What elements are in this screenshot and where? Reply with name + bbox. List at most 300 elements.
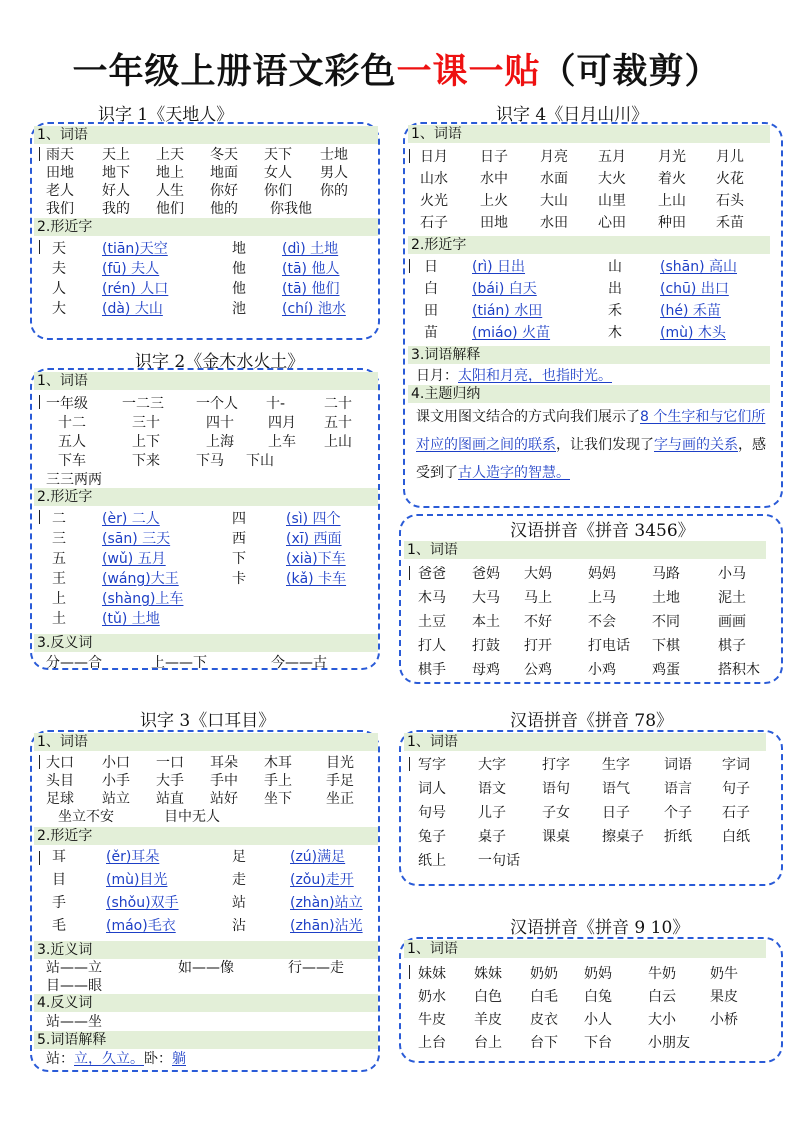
pinyin-word: (dà) 大山 bbox=[102, 301, 163, 317]
word: 五人 bbox=[58, 434, 86, 450]
word: 课桌 bbox=[542, 829, 570, 845]
word: 地面 bbox=[210, 165, 238, 181]
character: 池 bbox=[232, 301, 246, 317]
word: 妈妈 bbox=[588, 566, 616, 582]
word: 打开 bbox=[524, 638, 552, 654]
word: 头目 bbox=[46, 773, 74, 789]
word: 词语 bbox=[664, 757, 692, 773]
word: 小人 bbox=[584, 1012, 612, 1028]
word: 上马 bbox=[588, 590, 616, 606]
text-bar bbox=[409, 259, 410, 273]
antonym-row: 站——坐 bbox=[46, 1014, 102, 1030]
similar-char-row bbox=[424, 322, 770, 344]
word: 折纸 bbox=[664, 829, 692, 845]
word: 二十 bbox=[324, 396, 352, 412]
word: 男人 bbox=[320, 165, 348, 181]
heading-theme-summary: 4.主题归纳 bbox=[408, 385, 770, 403]
word: 奶妈 bbox=[584, 966, 612, 982]
word: 打电话 bbox=[588, 638, 630, 654]
character: 山 bbox=[608, 259, 622, 275]
pinyin-word: (wáng)大王 bbox=[102, 571, 179, 587]
heading-similar-chars: 2.形近字 bbox=[34, 488, 378, 506]
word: 奶水 bbox=[418, 989, 446, 1005]
synonym-row-2: 目——眼 bbox=[46, 978, 102, 994]
word: 三十 bbox=[132, 415, 160, 431]
word: 爸妈 bbox=[472, 566, 500, 582]
word: 火光 bbox=[420, 193, 448, 209]
word: 个子 bbox=[664, 805, 692, 821]
pinyin-word: (zǒu)走开 bbox=[290, 872, 354, 888]
character: 手 bbox=[52, 895, 66, 911]
word: 大字 bbox=[478, 757, 506, 773]
word: 皮衣 bbox=[530, 1012, 558, 1028]
heading-synonyms: 3.近义词 bbox=[34, 941, 378, 959]
word: 手上 bbox=[264, 773, 292, 789]
similar-char-row bbox=[52, 548, 378, 570]
word: 奶牛 bbox=[710, 966, 738, 982]
word: 字词 bbox=[722, 757, 750, 773]
word: 语句 bbox=[542, 781, 570, 797]
word: 马上 bbox=[524, 590, 552, 606]
character: 下 bbox=[232, 551, 246, 567]
word: 土地 bbox=[652, 590, 680, 606]
pinyin-word: (shàng)上车 bbox=[102, 591, 184, 607]
similar-char-row bbox=[424, 278, 770, 300]
word: 语言 bbox=[664, 781, 692, 797]
word: 老人 bbox=[46, 183, 74, 199]
word: 一二三 bbox=[122, 396, 164, 412]
word: 泥土 bbox=[718, 590, 746, 606]
word-row bbox=[420, 190, 770, 212]
word-explain-row: 站：立，久立。卧：躺 bbox=[46, 1051, 186, 1067]
word-row bbox=[418, 1032, 778, 1054]
similar-char-row bbox=[52, 298, 378, 320]
character: 地 bbox=[232, 241, 246, 257]
word: 奶奶 bbox=[530, 966, 558, 982]
section-title-shizi-3: 识字 3《口耳目》 bbox=[140, 711, 276, 731]
word: 牛皮 bbox=[418, 1012, 446, 1028]
section-title-shizi-1: 识字 1《天地人》 bbox=[98, 105, 234, 125]
word-explain-row: 日月：太阳和月亮，也指时光。 bbox=[416, 368, 612, 384]
word: 天下 bbox=[264, 147, 292, 163]
word: 大手 bbox=[156, 773, 184, 789]
word: 火花 bbox=[716, 171, 744, 187]
heading-words: 1、词语 bbox=[404, 541, 766, 559]
pinyin-word: (rì) 日出 bbox=[472, 259, 526, 275]
heading-words: 1、词语 bbox=[34, 733, 378, 751]
similar-char-row bbox=[52, 588, 378, 610]
word: 人生 bbox=[156, 183, 184, 199]
character: 目 bbox=[52, 872, 66, 888]
word: 语文 bbox=[478, 781, 506, 797]
word: 三三两两 bbox=[46, 472, 102, 488]
highlighted-phrase: 古人造字的智慧 bbox=[458, 465, 556, 481]
word: 不好 bbox=[524, 614, 552, 630]
similar-char-row bbox=[52, 608, 378, 630]
highlighted-phrase: 8 个生字和与它们所对应的图画之间的联系 bbox=[416, 409, 766, 453]
word: 耳朵 bbox=[210, 755, 238, 771]
word: 白纸 bbox=[722, 829, 750, 845]
word: 句子 bbox=[722, 781, 750, 797]
word: 着火 bbox=[658, 171, 686, 187]
word: 地上 bbox=[156, 165, 184, 181]
word: 木马 bbox=[418, 590, 446, 606]
word: 五月 bbox=[598, 149, 626, 165]
word: 十- bbox=[266, 396, 286, 412]
word: 台下 bbox=[530, 1035, 558, 1051]
similar-char-row bbox=[52, 892, 378, 914]
summary-text: ，让我们发现了 bbox=[556, 437, 654, 453]
word: 手中 bbox=[210, 773, 238, 789]
word: 白兔 bbox=[584, 989, 612, 1005]
similar-char-row bbox=[52, 528, 378, 550]
word: 搭积木 bbox=[718, 662, 760, 678]
similar-char-row bbox=[52, 846, 378, 868]
word: 大火 bbox=[598, 171, 626, 187]
character: 走 bbox=[232, 872, 246, 888]
word: 天上 bbox=[102, 147, 130, 163]
character: 大 bbox=[52, 301, 66, 317]
word: 大马 bbox=[472, 590, 500, 606]
word: 日子 bbox=[480, 149, 508, 165]
word: 心田 bbox=[598, 215, 626, 231]
word: 桌子 bbox=[478, 829, 506, 845]
word: 大山 bbox=[540, 193, 568, 209]
word: 石子 bbox=[722, 805, 750, 821]
word: 四月 bbox=[268, 415, 296, 431]
summary-text: 课文用图文结合的方式向我们展示了 bbox=[416, 409, 640, 425]
word: 母鸡 bbox=[472, 662, 500, 678]
word: 上火 bbox=[480, 193, 508, 209]
word: 你们 bbox=[264, 183, 292, 199]
word: 词人 bbox=[418, 781, 446, 797]
word: 小桥 bbox=[710, 1012, 738, 1028]
word: 地下 bbox=[102, 165, 130, 181]
character: 毛 bbox=[52, 918, 66, 934]
heading-similar-chars: 2.形近字 bbox=[408, 236, 770, 254]
word: 他的 bbox=[210, 201, 238, 217]
word: 上台 bbox=[418, 1035, 446, 1051]
character: 夫 bbox=[52, 261, 66, 277]
word: 下棋 bbox=[652, 638, 680, 654]
heading-similar-chars: 2.形近字 bbox=[34, 218, 378, 236]
character: 二 bbox=[52, 511, 66, 527]
word: 下山 bbox=[246, 453, 274, 469]
character: 木 bbox=[608, 325, 622, 341]
word: 写字 bbox=[418, 757, 446, 773]
antonym-row: 分——合 上——下 今——古 bbox=[46, 655, 327, 671]
word: 十二 bbox=[58, 415, 86, 431]
heading-words: 1、词语 bbox=[408, 125, 770, 143]
character: 人 bbox=[52, 281, 66, 297]
heading-word-explain: 3.词语解释 bbox=[408, 346, 770, 364]
word-row bbox=[418, 963, 778, 985]
section-title-pinyin-3456: 汉语拼音《拼音 3456》 bbox=[510, 521, 695, 541]
word: 木耳 bbox=[264, 755, 292, 771]
character: 五 bbox=[52, 551, 66, 567]
character: 出 bbox=[608, 281, 622, 297]
word: 爸爸 bbox=[418, 566, 446, 582]
pinyin-word: (zhàn)站立 bbox=[290, 895, 363, 911]
pinyin-word: (dì) 土地 bbox=[282, 241, 339, 257]
word: 打字 bbox=[542, 757, 570, 773]
section-title-pinyin-78: 汉语拼音《拼音 78》 bbox=[510, 711, 674, 731]
heading-antonyms: 4.反义词 bbox=[34, 994, 378, 1012]
pinyin-word: (èr) 二人 bbox=[102, 511, 160, 527]
character: 他 bbox=[232, 281, 246, 297]
pinyin-word: (zú)满足 bbox=[290, 849, 346, 865]
word: 禾苗 bbox=[716, 215, 744, 231]
word: 水中 bbox=[480, 171, 508, 187]
pinyin-word: (miáo) 火苗 bbox=[472, 325, 551, 341]
word: 画画 bbox=[718, 614, 746, 630]
word: 羊皮 bbox=[474, 1012, 502, 1028]
similar-char-row bbox=[424, 256, 770, 278]
word: 一年级 bbox=[46, 396, 88, 412]
character: 土 bbox=[52, 611, 66, 627]
text-bar bbox=[39, 851, 40, 865]
word: 不会 bbox=[588, 614, 616, 630]
heading-antonyms: 3.反义词 bbox=[34, 634, 378, 652]
heading-word-explain: 5.词语解释 bbox=[34, 1031, 378, 1049]
pinyin-word: (chí) 池水 bbox=[282, 301, 346, 317]
word: 坐下 bbox=[264, 791, 292, 807]
title-red: 一课一贴 bbox=[396, 51, 541, 92]
word: 士地 bbox=[320, 147, 348, 163]
word: 水田 bbox=[540, 215, 568, 231]
word: 本土 bbox=[472, 614, 500, 630]
word: 站立 bbox=[102, 791, 130, 807]
similar-char-row bbox=[52, 258, 378, 280]
pinyin-word: (tā) 他人 bbox=[282, 261, 340, 277]
character: 上 bbox=[52, 591, 66, 607]
word: 五十 bbox=[324, 415, 352, 431]
word: 下车 bbox=[58, 453, 86, 469]
text-bar bbox=[409, 965, 410, 979]
word-row bbox=[420, 146, 770, 168]
word: 你的 bbox=[320, 183, 348, 199]
word: 上下 bbox=[132, 434, 160, 450]
word: 种田 bbox=[658, 215, 686, 231]
pinyin-word: (chū) 出口 bbox=[660, 281, 729, 297]
word: 牛奶 bbox=[648, 966, 676, 982]
text-bar bbox=[409, 149, 410, 163]
word: 大妈 bbox=[524, 566, 552, 582]
word-row bbox=[418, 611, 778, 633]
word: 一口 bbox=[156, 755, 184, 771]
word: 手足 bbox=[326, 773, 354, 789]
word-row bbox=[418, 826, 778, 848]
word: 句号 bbox=[418, 805, 446, 821]
similar-char-row bbox=[52, 915, 378, 937]
character: 沾 bbox=[232, 918, 246, 934]
word-row bbox=[46, 198, 376, 220]
word: 上车 bbox=[268, 434, 296, 450]
word: 下来 bbox=[132, 453, 160, 469]
text-bar bbox=[39, 755, 40, 769]
character: 四 bbox=[232, 511, 246, 527]
pinyin-word: (fū) 夫人 bbox=[102, 261, 160, 277]
word: 日月 bbox=[420, 149, 448, 165]
word: 女人 bbox=[264, 165, 292, 181]
word-row bbox=[418, 1009, 778, 1031]
pinyin-word: (wǔ) 五月 bbox=[102, 551, 166, 567]
character: 三 bbox=[52, 531, 66, 547]
word: 小手 bbox=[102, 773, 130, 789]
word: 雨天 bbox=[46, 147, 74, 163]
word-row bbox=[46, 806, 376, 828]
word: 你好 bbox=[210, 183, 238, 199]
word: 上天 bbox=[156, 147, 184, 163]
pinyin-word: (tiān)天空 bbox=[102, 241, 168, 257]
word: 石头 bbox=[716, 193, 744, 209]
word: 坐正 bbox=[326, 791, 354, 807]
similar-char-row bbox=[52, 869, 378, 891]
character: 天 bbox=[52, 241, 66, 257]
word: 大口 bbox=[46, 755, 74, 771]
word: 白云 bbox=[648, 989, 676, 1005]
page-title bbox=[0, 44, 793, 94]
word: 月儿 bbox=[716, 149, 744, 165]
word: 站直 bbox=[156, 791, 184, 807]
pinyin-word: (xī) 西面 bbox=[286, 531, 342, 547]
text-bar bbox=[39, 147, 40, 161]
text-bar bbox=[409, 757, 410, 771]
word: 语气 bbox=[602, 781, 630, 797]
similar-char-row bbox=[52, 238, 378, 260]
word-row bbox=[418, 986, 778, 1008]
similar-char-row bbox=[52, 508, 378, 530]
word: 生字 bbox=[602, 757, 630, 773]
title-tail: （可裁剪） bbox=[540, 51, 721, 92]
word: 公鸡 bbox=[524, 662, 552, 678]
character: 足 bbox=[232, 849, 246, 865]
similar-char-row bbox=[52, 568, 378, 590]
word: 马路 bbox=[652, 566, 680, 582]
character: 苗 bbox=[424, 325, 438, 341]
word: 月光 bbox=[658, 149, 686, 165]
word: 山里 bbox=[598, 193, 626, 209]
character: 卡 bbox=[232, 571, 246, 587]
word: 大小 bbox=[648, 1012, 676, 1028]
word: 不同 bbox=[652, 614, 680, 630]
word: 我的 bbox=[102, 201, 130, 217]
word-row bbox=[418, 850, 778, 872]
highlighted-phrase: 字与画的关系 bbox=[654, 437, 738, 453]
pinyin-word: (xià)下车 bbox=[286, 551, 346, 567]
pinyin-word: (kǎ) 卡车 bbox=[286, 571, 347, 587]
character: 他 bbox=[232, 261, 246, 277]
word-row bbox=[418, 563, 778, 585]
word: 打人 bbox=[418, 638, 446, 654]
character: 西 bbox=[232, 531, 246, 547]
word: 好人 bbox=[102, 183, 130, 199]
synonym-row: 站——立 如——像 行——走 bbox=[46, 960, 344, 976]
word: 下台 bbox=[584, 1035, 612, 1051]
summary-text: ，感受到了 bbox=[416, 437, 766, 481]
word-row bbox=[418, 587, 778, 609]
word: 一句话 bbox=[478, 853, 520, 869]
character: 田 bbox=[424, 303, 438, 319]
section-title-pinyin-910: 汉语拼音《拼音 9 10》 bbox=[510, 918, 690, 938]
word-row bbox=[418, 802, 778, 824]
word-row bbox=[420, 212, 770, 234]
character: 王 bbox=[52, 571, 66, 587]
pinyin-word: (mù) 木头 bbox=[660, 325, 726, 341]
word: 冬天 bbox=[210, 147, 238, 163]
word: 打鼓 bbox=[472, 638, 500, 654]
word: 兔子 bbox=[418, 829, 446, 845]
word: 田地 bbox=[46, 165, 74, 181]
word: 棋手 bbox=[418, 662, 446, 678]
word: 水面 bbox=[540, 171, 568, 187]
pinyin-word: (shǒu)双手 bbox=[106, 895, 179, 911]
word: 石子 bbox=[420, 215, 448, 231]
pinyin-word: (tā) 他们 bbox=[282, 281, 340, 297]
word: 坐立不安 bbox=[58, 809, 114, 825]
pinyin-word: (sān) 三天 bbox=[102, 531, 171, 547]
heading-words: 1、词语 bbox=[404, 940, 766, 958]
heading-similar-chars: 2.形近字 bbox=[34, 827, 378, 845]
similar-char-row bbox=[52, 278, 378, 300]
character: 白 bbox=[424, 281, 438, 297]
word: 下马 bbox=[196, 453, 224, 469]
character: 站 bbox=[232, 895, 246, 911]
word: 四十 bbox=[206, 415, 234, 431]
pinyin-word: (bái) 白天 bbox=[472, 281, 537, 297]
word: 妹妹 bbox=[418, 966, 446, 982]
word: 小朋友 bbox=[648, 1035, 690, 1051]
word: 鸡蛋 bbox=[652, 662, 680, 678]
word: 站好 bbox=[210, 791, 238, 807]
section-title-shizi-2: 识字 2《金木水火土》 bbox=[135, 352, 305, 372]
word: 白色 bbox=[474, 989, 502, 1005]
word: 擦桌子 bbox=[602, 829, 644, 845]
pinyin-word: (zhān)沾光 bbox=[290, 918, 363, 934]
pinyin-word: (sì) 四个 bbox=[286, 511, 341, 527]
word-row bbox=[418, 778, 778, 800]
word: 姝妹 bbox=[474, 966, 502, 982]
pinyin-word: (mù)目光 bbox=[106, 872, 168, 888]
text-bar bbox=[39, 510, 40, 524]
word: 子女 bbox=[542, 805, 570, 821]
word: 白毛 bbox=[530, 989, 558, 1005]
word-row bbox=[420, 168, 770, 190]
word: 小口 bbox=[102, 755, 130, 771]
pinyin-word: (rén) 人口 bbox=[102, 281, 169, 297]
word: 目中无人 bbox=[164, 809, 220, 825]
pinyin-word: (tǔ) 土地 bbox=[102, 611, 160, 627]
word: 上海 bbox=[206, 434, 234, 450]
heading-words: 1、词语 bbox=[34, 126, 378, 144]
text-bar bbox=[39, 240, 40, 254]
word-row bbox=[418, 635, 778, 657]
character: 日 bbox=[424, 259, 438, 275]
heading-words: 1、词语 bbox=[34, 372, 378, 390]
word: 月亮 bbox=[540, 149, 568, 165]
word: 他们 bbox=[156, 201, 184, 217]
word: 上山 bbox=[324, 434, 352, 450]
highlighted-phrase: 。 bbox=[556, 465, 570, 481]
pinyin-word: (tián) 水田 bbox=[472, 303, 543, 319]
word: 上山 bbox=[658, 193, 686, 209]
word: 儿子 bbox=[478, 805, 506, 821]
section-title-shizi-4: 识字 4《日月山川》 bbox=[496, 105, 649, 125]
heading-words: 1、词语 bbox=[404, 733, 766, 751]
pinyin-word: (ěr)耳朵 bbox=[106, 849, 160, 865]
pinyin-word: (máo)毛衣 bbox=[106, 918, 176, 934]
title-main: 一年级上册语文彩色 bbox=[72, 51, 397, 92]
